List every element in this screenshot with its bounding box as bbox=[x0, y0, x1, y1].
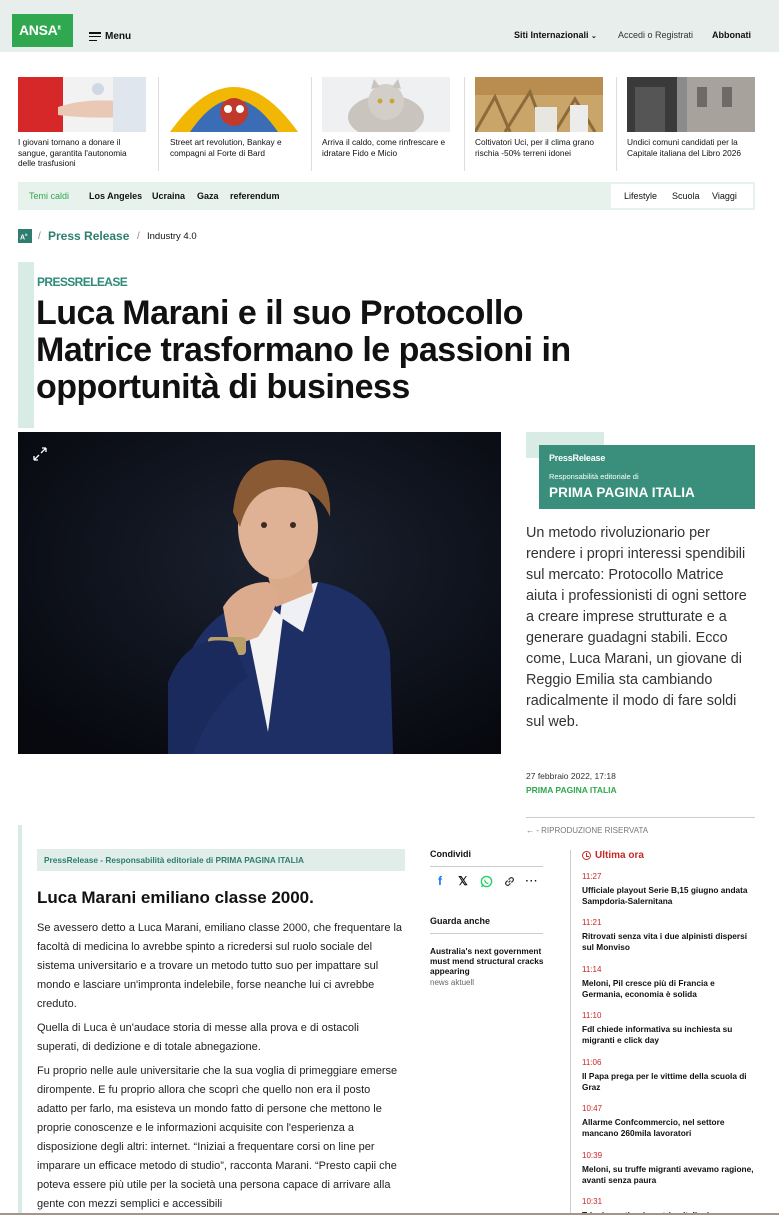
latest-item[interactable] bbox=[582, 1151, 754, 1185]
latest-title: FdI chiede informativa su inchiesta su migranti e click day bbox=[582, 1024, 733, 1045]
news-thumbnail bbox=[18, 77, 146, 132]
see-also-source: news aktuell bbox=[430, 978, 475, 987]
chevron-down-icon: ⌄ bbox=[591, 33, 597, 40]
news-thumbnail bbox=[170, 77, 298, 132]
article-title: Luca Marani e il suo Protocollo Matrice trasformano le passioni in opportunità di business bbox=[36, 294, 571, 406]
publisher-promo-box[interactable] bbox=[539, 445, 755, 509]
subscribe-link[interactable]: Abbonati bbox=[712, 30, 751, 40]
latest-news-header bbox=[582, 850, 644, 861]
news-title: Undici comuni candidati per la Capitale italiana del Libro 2026 bbox=[627, 137, 741, 158]
section-link-viaggi[interactable]: Viaggi bbox=[712, 191, 737, 201]
hot-topic-link[interactable]: Los Angeles bbox=[89, 191, 143, 201]
copyright-notice bbox=[526, 817, 755, 835]
divider bbox=[570, 850, 571, 1215]
x-icon[interactable]: 𝕏 bbox=[458, 874, 468, 888]
latest-time: 11:06 bbox=[582, 1058, 602, 1067]
news-card[interactable] bbox=[322, 77, 450, 158]
section-link-scuola[interactable]: Scuola bbox=[672, 191, 700, 201]
latest-time: 10:31 bbox=[582, 1197, 603, 1206]
latest-label: Ultima ora bbox=[595, 850, 644, 861]
news-thumbnail bbox=[475, 77, 603, 132]
hot-topic-link[interactable]: referendum bbox=[230, 191, 280, 201]
login-link[interactable]: Accedi o Registrati bbox=[618, 30, 694, 40]
latest-title: Allarme Confcommercio, nel settore mancano 260mila lavoratori bbox=[582, 1117, 725, 1138]
article-kicker: PRESSRELEASE bbox=[37, 275, 128, 289]
news-title: Arriva il caldo, come rinfrescare e idratare Fido e Micio bbox=[322, 137, 446, 158]
latest-title: Meloni, su truffe migranti avevamo ragione, avanti senza paura bbox=[582, 1164, 754, 1185]
latest-item[interactable] bbox=[582, 1011, 754, 1045]
article-paragraph: Fu proprio nelle aule universitarie che la sua voglia di primeggiare emerse dirompente. E fu proprio allora che scoprì che quello non era il posto adatto per farlo, ma esisteva un mondo fatto di persone che mettono le proprie conoscenze e le informazioni acquisite con l'esperienza a disposizione degli altri: internet. “Iniziai a frequentare corsi on line per imparare un efficace metodo di studio”, racconta Marani. “Presto capii che poteva essere più utile per la società una persona capace di arrivare alla gente con mezzi semplici e accessibili bbox=[37, 1065, 398, 1210]
title-accent-bar bbox=[18, 262, 34, 428]
news-thumbnail bbox=[322, 77, 450, 132]
share-label: Condividi bbox=[430, 849, 471, 859]
news-title: Street art revolution, Bankay e compagni al Forte di Bard bbox=[170, 137, 282, 158]
promo-brand: PressRelease bbox=[549, 453, 606, 463]
news-thumbnail bbox=[627, 77, 755, 132]
latest-title: Meloni, Pil cresce più di Francia e Germania, economia è solida bbox=[582, 978, 715, 999]
divider bbox=[430, 866, 543, 867]
news-card[interactable] bbox=[170, 77, 298, 158]
menu-label: Menu bbox=[105, 31, 132, 42]
promo-responsibility: Responsabilità editoriale di bbox=[549, 472, 639, 481]
news-card[interactable] bbox=[627, 77, 755, 158]
article-lede: Un metodo rivoluzionario per rendere i propri interessi spendibili sul mercato: Protocollo Matrice aiuta i professionisti di ogni settore a creare imprese strutturate e a generare guadagni stabili. Ecco come, Luca Marani, un giovane di Reggio Emilia sta cambiando radicalmente il modo di fare soldi sul web. bbox=[526, 525, 747, 730]
divider bbox=[616, 77, 617, 171]
international-sites-link[interactable]: Siti Internazionali ⌄ bbox=[514, 30, 597, 40]
news-card[interactable] bbox=[18, 77, 146, 169]
promo-publisher: PRIMA PAGINA ITALIA bbox=[549, 485, 695, 500]
hot-topics-label: Temi caldi bbox=[29, 191, 70, 201]
see-also-title[interactable]: Australia's next government must mend structural cracks appearing bbox=[430, 946, 544, 976]
article-tag: PressRelease - Responsabilità editoriale di PRIMA PAGINA ITALIA bbox=[37, 849, 405, 871]
latest-title: Ufficiale playout Serie B,15 giugno andata Sampdoria-Salernitana bbox=[582, 885, 748, 906]
breadcrumb-separator: / bbox=[38, 231, 41, 242]
breadcrumb-separator: / bbox=[137, 231, 140, 242]
divider bbox=[464, 77, 465, 171]
latest-time: 10:39 bbox=[582, 1151, 603, 1160]
divider bbox=[311, 77, 312, 171]
latest-item[interactable] bbox=[582, 1058, 754, 1092]
article-paragraph: Quella di Luca è un'audace storia di messe alla prova e di ostacoli superati, di dedizione e di totale abnegazione. bbox=[37, 1022, 359, 1053]
latest-item[interactable] bbox=[582, 965, 754, 999]
news-title: Coltivatori Uci, per il clima grano rischia -50% terreni idonei bbox=[475, 137, 594, 158]
latest-time: 10:47 bbox=[582, 1104, 603, 1113]
latest-title: Il Papa prega per le vittime della scuola di Graz bbox=[582, 1071, 747, 1092]
clock-icon bbox=[582, 851, 591, 860]
hot-topic-link[interactable]: Gaza bbox=[197, 191, 219, 201]
article-date: 27 febbraio 2022, 17:18 bbox=[526, 771, 616, 781]
section-link-lifestyle[interactable]: Lifestyle bbox=[624, 191, 658, 201]
divider bbox=[430, 933, 543, 934]
top-bar bbox=[0, 0, 779, 52]
whatsapp-icon[interactable] bbox=[479, 874, 493, 888]
latest-item[interactable] bbox=[582, 872, 754, 906]
latest-item[interactable] bbox=[582, 1104, 754, 1138]
hamburger-icon bbox=[89, 32, 101, 41]
latest-item[interactable] bbox=[582, 918, 754, 952]
hero-image[interactable] bbox=[18, 432, 501, 754]
body-accent-bar bbox=[18, 825, 22, 1215]
latest-time: 11:21 bbox=[582, 918, 602, 927]
breadcrumb-current[interactable]: Industry 4.0 bbox=[147, 231, 197, 242]
latest-time: 11:10 bbox=[582, 1011, 602, 1020]
portrait-photo bbox=[18, 432, 501, 754]
article-body bbox=[37, 919, 403, 1215]
link-icon[interactable] bbox=[502, 874, 516, 888]
latest-time: 11:27 bbox=[582, 872, 602, 881]
hot-topic-link[interactable]: Ucraina bbox=[152, 191, 186, 201]
latest-time: 11:14 bbox=[582, 965, 602, 974]
see-also-label: Guarda anche bbox=[430, 916, 491, 926]
arrow-left-icon: ← bbox=[526, 826, 534, 835]
ansa-small-icon[interactable]: $A^{it}$ bbox=[18, 229, 32, 243]
breadcrumb-section[interactable]: Press Release bbox=[48, 229, 130, 243]
menu-button[interactable] bbox=[89, 31, 131, 42]
article-source[interactable]: PRIMA PAGINA ITALIA bbox=[526, 785, 617, 795]
expand-icon[interactable] bbox=[32, 446, 48, 462]
ansa-logo[interactable]: $ANSA^{it}$ bbox=[12, 14, 73, 47]
news-title: I giovani tornano a donare il sangue, garantita l'autonomia delle trasfusioni bbox=[18, 137, 127, 168]
facebook-icon[interactable]: f bbox=[438, 874, 442, 888]
hot-topics-bar bbox=[18, 182, 755, 210]
article-subheading: Luca Marani emiliano classe 2000. bbox=[37, 888, 314, 907]
latest-title: Ritrovati senza vita i due alpinisti dispersi sul Monviso bbox=[582, 931, 748, 952]
section-links bbox=[611, 184, 753, 208]
more-icon[interactable]: ··· bbox=[525, 875, 539, 887]
rights-text: - RIPRODUZIONE RISERVATA bbox=[536, 826, 649, 835]
article-paragraph: Se avessero detto a Luca Marani, emiliano classe 2000, che frequentare la facoltà di medicina lo avrebbe spinto a ricredersi sul ruolo sociale del sistema universitario e a trovare un metodo tutto suo per impattare sul mondo e lasciare un'impronta indelebile, forse neanche lui ci avrebbe creduto. bbox=[37, 922, 403, 1010]
divider bbox=[158, 77, 159, 171]
share-icons bbox=[433, 874, 539, 888]
news-card[interactable] bbox=[475, 77, 603, 158]
